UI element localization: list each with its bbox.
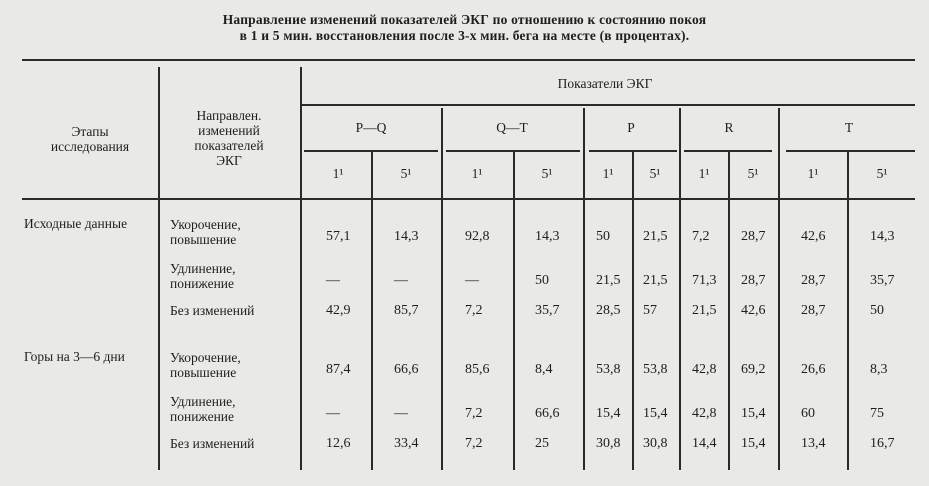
direction-label-line: Удлинение, <box>170 394 236 409</box>
direction-label-line: повышение <box>170 232 237 247</box>
table-cell: 15,4 <box>741 436 766 451</box>
title-line-1: Направление изменений показателей ЭКГ по отношению к состоянию покоя <box>222 12 707 27</box>
table-cell: 35,7 <box>535 303 560 318</box>
table-cell: 53,8 <box>643 362 668 377</box>
table-cell: 60 <box>801 406 815 421</box>
divider-p-r <box>679 108 681 470</box>
minute-header: 1¹ <box>807 166 819 181</box>
table-cell: — <box>326 406 340 421</box>
table-cell: 25 <box>535 436 549 451</box>
table-cell: 21,5 <box>643 273 668 288</box>
table-cell: 92,8 <box>465 229 490 244</box>
top-rule <box>22 59 915 61</box>
table-cell: — <box>394 273 408 288</box>
table-cell: 21,5 <box>596 273 621 288</box>
table-cell: 42,9 <box>326 303 351 318</box>
direction-label-line: Без изменений <box>170 436 255 451</box>
table-cell: 30,8 <box>596 436 621 451</box>
table-cell: 50 <box>870 303 884 318</box>
table-cell: 14,3 <box>535 229 560 244</box>
table-cell: 42,8 <box>692 362 717 377</box>
direction-label-line: Удлинение, <box>170 261 236 276</box>
minute-header: 1¹ <box>698 166 710 181</box>
table-cell: 57 <box>643 303 657 318</box>
minute-header: 5¹ <box>876 166 888 181</box>
title-line-2: в 1 и 5 мин. восстановления после 3-х мин. бега на месте (в процентах). <box>239 28 690 43</box>
minute-header: 5¹ <box>541 166 553 181</box>
table-cell: — <box>326 273 340 288</box>
divider-qt-mid <box>513 152 515 470</box>
direction-header: Направлен. изменений показателей ЭКГ <box>194 108 264 168</box>
indicators-rule <box>302 104 915 106</box>
direction-label-line: Укорочение, <box>170 217 241 232</box>
table-cell: 14,3 <box>394 229 419 244</box>
table-cell: 8,4 <box>535 362 553 377</box>
table-cell: 14,3 <box>870 229 895 244</box>
table-cell: 42,6 <box>741 303 766 318</box>
table-cell: 28,5 <box>596 303 621 318</box>
divider-r-t <box>778 108 780 470</box>
divider-pq-qt <box>441 108 443 470</box>
table-cell: 42,8 <box>692 406 717 421</box>
table-cell: 7,2 <box>465 303 483 318</box>
table-cell: 85,7 <box>394 303 419 318</box>
minute-header: 5¹ <box>400 166 412 181</box>
direction-label <box>170 303 254 318</box>
minute-header: 5¹ <box>649 166 661 181</box>
divider-r-mid <box>728 152 730 470</box>
minute-header: 1¹ <box>602 166 614 181</box>
table-cell: 28,7 <box>801 273 826 288</box>
table-cell: 30,8 <box>643 436 668 451</box>
group-header: Q—T <box>496 120 528 135</box>
direction-label <box>170 217 241 247</box>
minute-header: 5¹ <box>747 166 759 181</box>
direction-label-line: понижение <box>170 409 235 424</box>
table-cell: — <box>465 273 479 288</box>
table-cell: 35,7 <box>870 273 895 288</box>
table-cell: 7,2 <box>465 406 483 421</box>
direction-label-line: Без изменений <box>170 303 255 318</box>
indicators-header: Показатели ЭКГ <box>557 76 653 91</box>
table-cell: 85,6 <box>465 362 490 377</box>
table-cell: — <box>394 406 408 421</box>
table-cell: 28,7 <box>741 273 766 288</box>
table-cell: 14,4 <box>692 436 717 451</box>
table-title <box>0 12 929 44</box>
stages-header: Этапы исследования <box>50 124 130 154</box>
group-header: R <box>724 120 734 135</box>
table-cell: 75 <box>870 406 884 421</box>
group-rule-t <box>786 150 915 152</box>
table-cell: 71,3 <box>692 273 717 288</box>
direction-label-line: понижение <box>170 276 235 291</box>
table-cell: 21,5 <box>643 229 668 244</box>
table-cell: 53,8 <box>596 362 621 377</box>
group-header: P <box>627 120 635 135</box>
table-cell: 26,6 <box>801 362 826 377</box>
stage-divider <box>158 67 160 470</box>
table-cell: 12,6 <box>326 436 351 451</box>
direction-label <box>170 394 236 424</box>
direction-label-line: Укорочение, <box>170 350 241 365</box>
direction-label <box>170 436 254 451</box>
table-cell: 66,6 <box>535 406 560 421</box>
direction-label <box>170 350 241 380</box>
stage-label: Горы на 3—6 дни <box>24 349 125 364</box>
direction-label-line: повышение <box>170 365 237 380</box>
table-cell: 33,4 <box>394 436 419 451</box>
table-cell: 7,2 <box>692 229 710 244</box>
table-cell: 15,4 <box>741 406 766 421</box>
minute-header: 1¹ <box>332 166 344 181</box>
stage-label: Исходные данные <box>24 216 128 231</box>
table-cell: 69,2 <box>741 362 766 377</box>
table-cell: 21,5 <box>692 303 717 318</box>
table-cell: 28,7 <box>741 229 766 244</box>
table-cell: 42,6 <box>801 229 826 244</box>
divider-p-mid <box>632 152 634 470</box>
table-cell: 57,1 <box>326 229 351 244</box>
table-cell: 8,3 <box>870 362 888 377</box>
table-cell: 15,4 <box>596 406 621 421</box>
table-cell: 13,4 <box>801 436 826 451</box>
table-cell: 16,7 <box>870 436 895 451</box>
table-cell: 50 <box>535 273 549 288</box>
table-cell: 87,4 <box>326 362 351 377</box>
group-header: T <box>844 120 854 135</box>
direction-label <box>170 261 236 291</box>
minute-header: 1¹ <box>471 166 483 181</box>
table-cell: 15,4 <box>643 406 668 421</box>
table-cell: 50 <box>596 229 610 244</box>
divider-qt-p <box>583 108 585 470</box>
table-cell: 28,7 <box>801 303 826 318</box>
divider-t-mid <box>847 152 849 470</box>
group-header: P—Q <box>355 120 387 135</box>
table-cell: 7,2 <box>465 436 483 451</box>
header-bottom-rule <box>22 198 915 200</box>
direction-divider <box>300 67 302 470</box>
divider-pq-mid <box>371 152 373 470</box>
table-cell: 66,6 <box>394 362 419 377</box>
